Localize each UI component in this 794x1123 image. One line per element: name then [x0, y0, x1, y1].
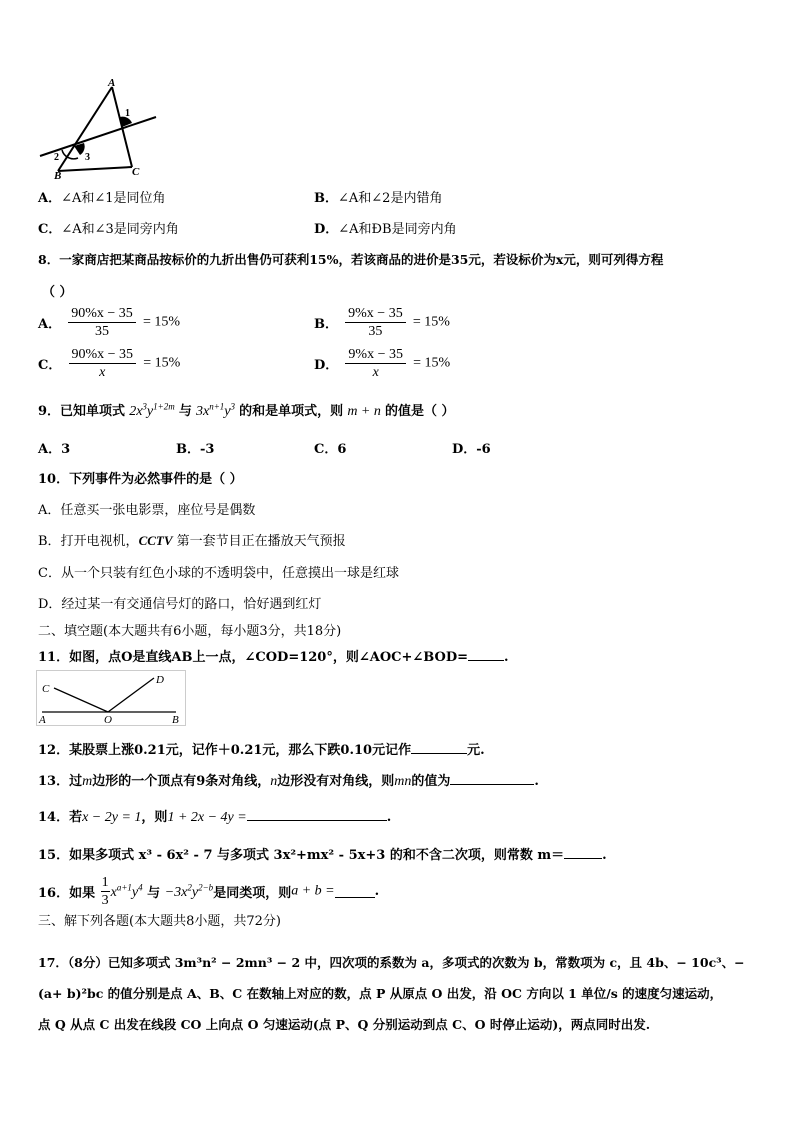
- q8-option-a[interactable]: [38, 305, 180, 340]
- q7-side-bc: [58, 167, 132, 171]
- q8-option-d[interactable]: [314, 346, 450, 381]
- q17-line-1: 17．（8分）已知多项式 3m³n² − 2mn³ − 2 中，四次项的系数为 a，多项式的次数为 b，常数项为 c，且 4b、− 10c³、−: [38, 955, 745, 970]
- q14-answer-blank[interactable]: [247, 808, 387, 821]
- q9-stem-prefix: 9．已知单项式: [38, 404, 126, 419]
- q8-option-a-rhs: = 15%: [142, 314, 180, 330]
- q10-option-b-cctv: CCTV: [138, 533, 173, 548]
- q10-option-c[interactable]: C．从一个只装有红色小球的不透明袋中，任意摸出一球是红球: [38, 566, 399, 581]
- q16-middle: 是同类项，则: [213, 886, 292, 901]
- q7-label-1: 1: [125, 108, 130, 119]
- q9-monomial-2: $3x^{n+1}y^3$: [196, 401, 236, 419]
- q13-middle-1: 边形的一个顶点有9条对角线，: [92, 774, 271, 789]
- q10-option-b[interactable]: [38, 530, 346, 549]
- q16-and: 与: [147, 886, 161, 901]
- q16-term-2: $-3x^2y^{2-b}$: [164, 882, 214, 900]
- q7-option-d-text: ∠A和ÐB是同旁内角: [338, 222, 457, 237]
- q7-label-b: B: [54, 170, 62, 180]
- q8-option-d-denominator: x: [372, 365, 379, 380]
- q7-option-d[interactable]: [314, 218, 457, 237]
- q12-stem: [38, 739, 485, 758]
- q9-option-d[interactable]: D．-6: [452, 442, 491, 457]
- q7-triangle-figure: [36, 76, 161, 180]
- q11-ray-oc: [54, 688, 108, 712]
- q7-transversal: [40, 117, 156, 156]
- q8-answer-paren: （ ）: [42, 285, 73, 300]
- q8-option-c-letter: C．: [38, 358, 62, 373]
- q13-stem: [38, 770, 539, 790]
- q12-answer-blank[interactable]: [411, 741, 467, 754]
- q15-end: .: [602, 848, 607, 863]
- q8-option-d-rhs: = 15%: [413, 355, 451, 371]
- q8-option-c-numerator: 90%x − 35: [69, 346, 137, 364]
- q9-expression: m + n: [347, 404, 381, 419]
- q7-option-c-letter: C．: [38, 222, 62, 237]
- q11-stem-end: .: [504, 650, 509, 665]
- q16-stem: [38, 874, 379, 909]
- q7-option-b[interactable]: [314, 187, 442, 206]
- q8-option-c-denominator: x: [99, 365, 106, 380]
- q16-term-1: $x^{a+1}y^4$: [110, 882, 143, 900]
- q8-option-b-fraction: [345, 305, 406, 340]
- q9-option-c[interactable]: C．6: [314, 442, 347, 457]
- q17-line-2: (a+ b)²bc 的值分别是点 A、B、C 在数轴上对应的数，点 P 从原点 O 出发，沿 OC 方向以 1 单位/s 的速度匀速运动，: [38, 986, 723, 1001]
- q11-stem: [38, 646, 509, 665]
- q14-end: .: [386, 810, 392, 825]
- q13-var-m: m: [82, 774, 93, 789]
- q13-expr-mn: mn: [394, 774, 412, 789]
- q16-fraction-denominator: 3: [101, 893, 109, 908]
- q9-stem-end: 的值是（ ）: [385, 404, 455, 419]
- q9-stem-middle: 的和是单项式，则: [239, 404, 344, 419]
- q13-end: .: [534, 774, 539, 789]
- q12-stem-text: 12．某股票上涨0.21元，记作＋0.21元，那么下跌0.10元记作: [38, 743, 412, 758]
- q11-label-o: O: [104, 714, 112, 726]
- q8-option-d-fraction: [345, 346, 406, 381]
- q14-expression: 1 + 2x − 4y =: [167, 810, 247, 825]
- q8-option-d-numerator: 9%x − 35: [345, 346, 406, 364]
- q14-condition: x − 2y = 1: [82, 810, 142, 825]
- q16-end: .: [374, 884, 380, 899]
- q8-option-a-denominator: 35: [95, 324, 110, 339]
- q11-stem-text: 11．如图，点O是直线AB上一点，∠COD=120°，则∠AOC+∠BOD=: [38, 650, 469, 665]
- q7-label-2: 2: [54, 152, 59, 163]
- q16-expression: a + b =: [291, 883, 335, 899]
- q14-stem: [38, 806, 391, 826]
- q14-prefix: 14．若: [38, 810, 83, 825]
- q11-label-a: A: [39, 714, 46, 726]
- q15-stem-text: 15．如果多项式 x³ - 6x² - 7 与多项式 3x²+mx² - 5x+3 的和不含二次项，则常数 m＝: [38, 848, 565, 863]
- q8-option-b-numerator: 9%x − 35: [345, 305, 406, 323]
- q16-fraction-numerator: 1: [101, 875, 109, 890]
- q11-label-b: B: [172, 714, 179, 726]
- q12-stem-end: 元.: [467, 743, 485, 758]
- q17-line-3: 点 Q 从点 C 出发在线段 CO 上向点 O 匀速运动(点 P、Q 分别运动到点 C、O 时停止运动)，两点同时出发.: [38, 1017, 651, 1032]
- q10-option-d[interactable]: D．经过某一有交通信号灯的路口，恰好遇到红灯: [38, 597, 322, 612]
- q8-option-d-letter: D．: [314, 358, 339, 373]
- q7-label-3: 3: [85, 152, 90, 163]
- section-2-heading: 二、填空题(本大题共有6小题，每小题3分，共18分): [38, 624, 342, 639]
- q14-middle: ，则: [141, 810, 168, 825]
- q10-option-b-suffix: 第一套节目正在播放天气预报: [172, 534, 346, 549]
- q16-prefix: 16．如果: [38, 886, 96, 901]
- q11-label-c: C: [42, 683, 50, 695]
- q13-prefix: 13．过: [38, 774, 83, 789]
- q8-option-b-denominator: 35: [368, 324, 383, 339]
- q8-option-b-rhs: = 15%: [412, 314, 450, 330]
- q16-fraction: [101, 874, 110, 909]
- q9-option-a[interactable]: A．3: [38, 442, 71, 457]
- q7-option-c-text: ∠A和∠3是同旁内角: [61, 222, 179, 237]
- q11-answer-blank[interactable]: [468, 648, 504, 661]
- q15-answer-blank[interactable]: [564, 846, 602, 859]
- q7-label-a: A: [108, 77, 116, 89]
- q11-angle-figure: [36, 670, 186, 726]
- section-3-heading: 三、解下列各题(本大题共8小题，共72分): [38, 914, 281, 929]
- q13-post: 的值为: [411, 774, 451, 789]
- q13-middle-2: 边形没有对角线，则: [277, 774, 395, 789]
- q8-option-a-numerator: 90%x − 35: [68, 305, 136, 323]
- q7-option-d-letter: D．: [314, 222, 339, 237]
- q8-option-b-letter: B．: [314, 317, 338, 332]
- q9-monomial-1: $2x^3y^{1+2m}$: [129, 401, 175, 419]
- q10-stem: 10．下列事件为必然事件的是（ ）: [38, 472, 243, 487]
- q16-answer-blank[interactable]: [335, 885, 375, 898]
- q7-option-a-letter: A．: [38, 191, 62, 206]
- q7-option-a-text: ∠A和∠1是同位角: [61, 191, 166, 206]
- q7-option-b-text: ∠A和∠2是内错角: [338, 191, 443, 206]
- q15-stem: [38, 844, 607, 863]
- q7-option-c[interactable]: [38, 218, 179, 237]
- q8-option-c[interactable]: [38, 346, 180, 381]
- q8-option-c-rhs: = 15%: [143, 355, 181, 371]
- q13-var-n: n: [270, 774, 278, 789]
- q7-option-b-letter: B．: [314, 191, 338, 206]
- q11-label-d: D: [156, 674, 164, 686]
- q9-stem: [38, 400, 455, 420]
- q10-option-b-prefix: B．打开电视机，: [38, 534, 139, 549]
- q8-option-a-letter: A．: [38, 317, 62, 332]
- q8-option-c-fraction: [69, 346, 137, 381]
- q11-ray-od: [108, 678, 154, 712]
- q7-option-a[interactable]: [38, 187, 166, 206]
- q7-label-c: C: [132, 166, 140, 178]
- q9-and: 与: [178, 404, 192, 419]
- q8-stem: 8．一家商店把某商品按标价的九折出售仍可获利15%，若该商品的进价是35元，若设标价为x元，则可列得方程: [38, 252, 664, 267]
- q8-option-a-fraction: [68, 305, 136, 340]
- q8-option-b[interactable]: [314, 305, 450, 340]
- q10-option-a[interactable]: A．任意买一张电影票，座位号是偶数: [38, 503, 256, 518]
- q9-option-b[interactable]: B．-3: [176, 442, 215, 457]
- q13-answer-blank[interactable]: [450, 772, 534, 785]
